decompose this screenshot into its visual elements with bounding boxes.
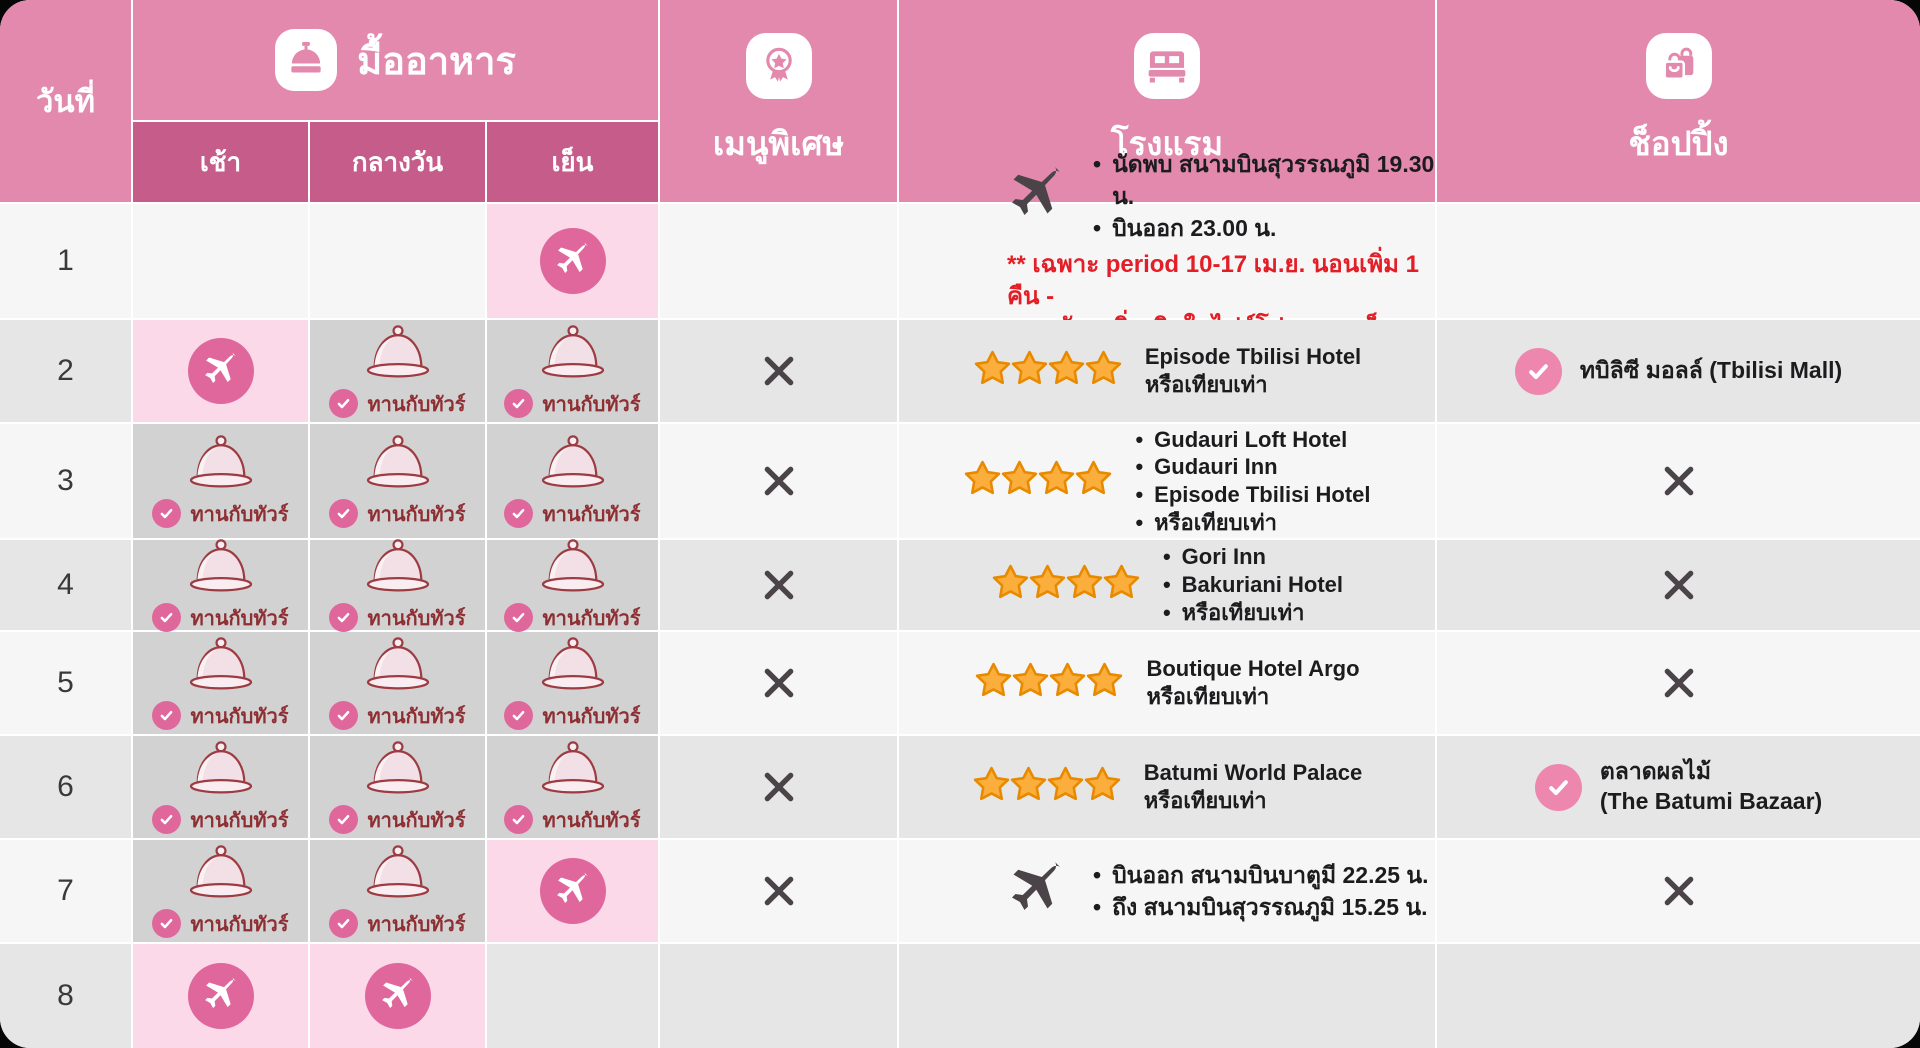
header-date-label: วันที่ xyxy=(35,84,96,119)
shopping-info xyxy=(1535,757,1822,817)
hotel-name: Episode Tbilisi Hotel xyxy=(1154,482,1371,507)
cloche-icon xyxy=(183,739,259,799)
special-menu-cell-none xyxy=(660,736,899,840)
special-menu-cell-none xyxy=(660,424,899,540)
award-icon xyxy=(746,33,812,99)
check-icon xyxy=(152,805,181,834)
star-icon xyxy=(1083,765,1120,809)
flight-bullet-text: ถึง สนามบินสุวรรณภูมิ 15.25 น. xyxy=(1112,894,1428,920)
hotel-name: Boutique Hotel Argo xyxy=(1146,656,1360,682)
tour-with-meal xyxy=(329,908,465,940)
meal-cell-dinner-tour xyxy=(487,424,660,540)
bullet-item xyxy=(1135,509,1370,537)
shopping-name xyxy=(1580,356,1842,386)
check-icon xyxy=(504,499,533,528)
meal-cell-dinner-tour xyxy=(487,632,660,736)
tour-meal-label: ทานกับทัวร์ xyxy=(542,607,641,630)
tour-with-meal xyxy=(152,602,288,634)
tour-with-meal xyxy=(329,804,465,836)
tour-meal-label: ทานกับทัวร์ xyxy=(190,705,289,728)
check-icon xyxy=(329,499,358,528)
shopping-info xyxy=(1515,348,1842,395)
star-icon xyxy=(1048,661,1085,705)
meal-cell-lunch-tour xyxy=(310,320,487,424)
bullet-item xyxy=(1093,148,1435,212)
bullet-item xyxy=(1135,453,1370,481)
bullet-dot: • xyxy=(1093,861,1102,888)
day-number: 7 xyxy=(57,874,74,907)
x-icon xyxy=(759,565,799,605)
bullet-dot: • xyxy=(1135,426,1144,452)
plane-icon xyxy=(188,963,254,1029)
cloche-icon xyxy=(183,635,259,695)
x-icon xyxy=(759,767,799,807)
header-lunch-label: กลางวัน xyxy=(351,146,444,177)
cloche-icon xyxy=(360,635,436,695)
hotel-names xyxy=(1135,426,1370,537)
tour-meal-label: ทานกับทัวร์ xyxy=(367,913,466,936)
bullet-item xyxy=(1093,212,1435,244)
x-icon xyxy=(759,663,799,703)
check-icon xyxy=(504,805,533,834)
hotel-info xyxy=(963,426,1370,537)
tour-with-meal xyxy=(329,498,465,530)
star-icon xyxy=(963,459,1000,503)
check-icon xyxy=(329,603,358,632)
plane-icon xyxy=(540,858,606,924)
hotel-name: หรือเทียบเท่า xyxy=(1143,788,1267,813)
star-icon xyxy=(1065,563,1102,607)
star-icon xyxy=(1037,459,1074,503)
meal-cell-dinner-tour xyxy=(487,540,660,632)
check-icon xyxy=(329,805,358,834)
bullet-dot: • xyxy=(1162,599,1171,625)
meal-cell-dinner-tour xyxy=(487,736,660,840)
check-icon xyxy=(329,389,358,418)
hotel-name: Gudauri Loft Hotel xyxy=(1154,426,1348,452)
flight-info xyxy=(1007,859,1429,923)
shopping-name xyxy=(1600,757,1822,817)
plane-icon xyxy=(1007,861,1067,921)
hotel-names xyxy=(1163,543,1343,626)
day-cell xyxy=(0,320,133,424)
meal-cell-breakfast-tour xyxy=(133,840,310,944)
x-icon xyxy=(1659,461,1699,501)
star-rating xyxy=(974,661,1122,705)
shopping-cell-none xyxy=(1437,540,1920,632)
meal-cell-lunch-tour xyxy=(310,424,487,540)
flight-bullet-text: บินออก 23.00 น. xyxy=(1112,215,1277,242)
tour-meal-label: ทานกับทัวร์ xyxy=(542,503,641,526)
hotel-cell-flight xyxy=(899,150,1437,320)
meal-cell-breakfast-flight xyxy=(133,320,310,424)
check-icon xyxy=(152,909,181,938)
header-lunch xyxy=(310,122,487,204)
day-number: 2 xyxy=(57,354,74,387)
tour-with-meal xyxy=(504,498,640,530)
star-icon xyxy=(1046,765,1083,809)
header-meals xyxy=(133,0,660,122)
shopping-cell-empty xyxy=(1437,944,1920,1048)
x-icon xyxy=(759,871,799,911)
hotel-name: Episode Tbilisi Hotel xyxy=(1144,344,1362,370)
hotel-cell-empty xyxy=(899,944,1437,1048)
hotel-names xyxy=(1144,759,1362,814)
day-number: 5 xyxy=(57,666,74,699)
meal-cell-lunch-tour xyxy=(310,840,487,944)
tour-meal-label: ทานกับทัวร์ xyxy=(542,393,641,416)
day-number: 6 xyxy=(57,770,74,803)
plane-icon xyxy=(540,228,606,294)
bullet-item xyxy=(1093,891,1429,923)
tour-with-meal xyxy=(152,498,288,530)
tour-meal-label: ทานกับทัวร์ xyxy=(190,503,289,526)
tour-with-meal xyxy=(504,804,640,836)
tour-meal-label: ทานกับทัวร์ xyxy=(367,607,466,630)
star-icon xyxy=(1047,349,1084,393)
x-icon xyxy=(759,351,799,391)
star-icon xyxy=(991,563,1028,607)
shopping-cell xyxy=(1437,736,1920,840)
shopping-name-line: ทบิลิซี มอลล์ (Tbilisi Mall) xyxy=(1579,357,1843,384)
hotel-names xyxy=(1146,655,1359,710)
tour-meal-label: ทานกับทัวร์ xyxy=(190,913,289,936)
check-icon xyxy=(504,701,533,730)
special-menu-cell-empty xyxy=(660,944,899,1048)
cloche-icon xyxy=(360,739,436,799)
shopping-name-line: ตลาดผลไม้ xyxy=(1599,758,1711,785)
shopping-cell-none xyxy=(1437,840,1920,944)
hotel-name: หรือเทียบเท่า xyxy=(1154,509,1277,535)
flight-bullets xyxy=(1093,859,1429,923)
star-icon xyxy=(1074,459,1111,503)
bullet-item xyxy=(1135,426,1370,454)
tour-with-meal xyxy=(329,602,465,634)
star-rating xyxy=(963,459,1111,503)
shopping-bag-icon xyxy=(1646,33,1712,99)
plane-icon xyxy=(365,963,431,1029)
hotel-name: Batumi World Palace xyxy=(1143,760,1363,786)
header-special-menu-label: เมนูพิเศษ xyxy=(712,124,845,162)
special-menu-cell-none xyxy=(660,632,899,736)
star-icon xyxy=(1028,563,1065,607)
day-cell xyxy=(0,632,133,736)
bed-icon xyxy=(1134,33,1200,99)
header-hotel-label: โรงแรม xyxy=(1110,124,1224,162)
star-rating xyxy=(972,765,1120,809)
meal-cell-dinner-flight xyxy=(487,204,660,320)
cloche-icon xyxy=(360,433,436,493)
x-icon xyxy=(1659,565,1699,605)
shopping-cell xyxy=(1437,320,1920,424)
bullet-dot: • xyxy=(1093,150,1102,177)
flight-bullet-text: นัดพบ สนามบินสุวรรณภูมิ 19.30 น. xyxy=(1112,150,1435,210)
hotel-cell-flight xyxy=(899,840,1437,944)
tour-with-meal xyxy=(504,388,640,420)
hotel-info xyxy=(972,759,1362,814)
meal-cell-breakfast-tour xyxy=(133,736,310,840)
hotel-cell xyxy=(899,632,1437,736)
tour-with-meal xyxy=(152,804,288,836)
header-dinner xyxy=(487,122,660,204)
meal-cell-lunch-tour xyxy=(310,540,487,632)
bullet-item xyxy=(1163,543,1343,571)
bullet-item xyxy=(1093,859,1429,891)
day-cell xyxy=(0,840,133,944)
tour-with-meal xyxy=(329,388,465,420)
day-cell xyxy=(0,424,133,540)
hotel-info xyxy=(973,343,1361,398)
star-rating xyxy=(991,563,1139,607)
tour-meal-label: ทานกับทัวร์ xyxy=(367,705,466,728)
day-cell xyxy=(0,736,133,840)
day-number: 3 xyxy=(57,464,74,497)
bullet-item xyxy=(1163,571,1343,599)
header-breakfast xyxy=(133,122,310,204)
cloche-icon xyxy=(183,843,259,903)
star-icon xyxy=(1085,661,1122,705)
special-menu-cell-empty xyxy=(660,204,899,320)
header-dinner-label: เย็น xyxy=(551,146,594,177)
hotel-info xyxy=(991,543,1343,626)
tour-meal-label: ทานกับทัวร์ xyxy=(542,809,641,832)
meal-cell-dinner-empty xyxy=(487,944,660,1048)
bullet-dot: • xyxy=(1135,482,1144,507)
meal-cell-breakfast-empty xyxy=(133,204,310,320)
meal-cell-breakfast-tour xyxy=(133,632,310,736)
cloche-icon xyxy=(535,433,611,493)
bullet-dot: • xyxy=(1093,894,1102,920)
hotel-name: หรือเทียบเท่า xyxy=(1146,684,1270,709)
tour-meal-label: ทานกับทัวร์ xyxy=(367,809,466,832)
flight-info xyxy=(1007,148,1435,245)
meal-cell-lunch-empty xyxy=(310,204,487,320)
check-icon xyxy=(152,603,181,632)
day-number: 1 xyxy=(57,244,74,277)
hotel-cell xyxy=(899,736,1437,840)
plane-icon xyxy=(1007,166,1067,226)
shopping-name-line: (The Batumi Bazaar) xyxy=(1599,788,1823,814)
tour-meal-label: ทานกับทัวร์ xyxy=(542,705,641,728)
cloche-icon xyxy=(183,433,259,493)
cloche-icon xyxy=(360,843,436,903)
special-menu-cell-none xyxy=(660,320,899,424)
tour-meal-label: ทานกับทัวร์ xyxy=(190,607,289,630)
hotel-cell xyxy=(899,540,1437,632)
hotel-name: หรือเทียบเท่า xyxy=(1144,372,1268,397)
meal-cell-breakfast-tour xyxy=(133,540,310,632)
tour-with-meal xyxy=(504,602,640,634)
cloche-icon xyxy=(535,635,611,695)
bullet-item xyxy=(1135,481,1370,509)
meal-cell-lunch-flight xyxy=(310,944,487,1048)
meal-cell-lunch-tour xyxy=(310,736,487,840)
header-shopping xyxy=(1437,0,1920,204)
x-icon xyxy=(1659,663,1699,703)
plane-icon xyxy=(188,338,254,404)
day-cell xyxy=(0,540,133,632)
hotel-name: Bakuriani Hotel xyxy=(1181,572,1344,598)
check-icon xyxy=(152,701,181,730)
header-breakfast-label: เช้า xyxy=(199,146,242,177)
special-menu-cell-none xyxy=(660,840,899,944)
header-shopping-label: ช็อปปิ้ง xyxy=(1628,124,1729,162)
flight-note-line: ** เฉพาะ period 10-17 เม.ย. นอนเพิ่ม 1 คืน - xyxy=(1007,251,1419,310)
shopping-cell-none xyxy=(1437,424,1920,540)
hotel-name: หรือเทียบเท่า xyxy=(1181,599,1305,625)
hotel-name: Gori Inn xyxy=(1181,544,1266,570)
star-icon xyxy=(973,349,1010,393)
meal-cell-dinner-tour xyxy=(487,320,660,424)
bell-icon xyxy=(275,29,337,91)
tour-meal-label: ทานกับทัวร์ xyxy=(367,503,466,526)
cloche-icon xyxy=(360,537,436,597)
hotel-cell xyxy=(899,320,1437,424)
check-icon xyxy=(1535,764,1582,811)
check-icon xyxy=(329,701,358,730)
meal-cell-lunch-tour xyxy=(310,632,487,736)
x-icon xyxy=(1659,871,1699,911)
check-icon xyxy=(1515,348,1562,395)
x-icon xyxy=(759,461,799,501)
check-icon xyxy=(504,603,533,632)
bullet-dot: • xyxy=(1162,572,1171,598)
check-icon xyxy=(152,499,181,528)
flight-bullets xyxy=(1093,148,1435,245)
hotel-cell xyxy=(899,424,1437,540)
meal-cell-breakfast-flight xyxy=(133,944,310,1048)
tour-meal-label: ทานกับทัวร์ xyxy=(190,809,289,832)
cloche-icon xyxy=(535,323,611,383)
tour-meal-label: ทานกับทัวร์ xyxy=(367,393,466,416)
star-icon xyxy=(1009,765,1046,809)
cloche-icon xyxy=(535,739,611,799)
star-icon xyxy=(974,661,1011,705)
day-number: 4 xyxy=(57,568,74,601)
star-icon xyxy=(1084,349,1121,393)
cloche-icon xyxy=(360,323,436,383)
tour-with-meal xyxy=(152,700,288,732)
hotel-names xyxy=(1145,343,1361,398)
bullet-dot: • xyxy=(1135,454,1144,480)
special-menu-cell-none xyxy=(660,540,899,632)
bullet-dot: • xyxy=(1135,509,1144,535)
star-icon xyxy=(1011,661,1048,705)
header-meals-label: มื้ออาหาร xyxy=(357,40,516,83)
star-icon xyxy=(972,765,1009,809)
flight-bullet-text: บินออก สนามบินบาตูมี 22.25 น. xyxy=(1112,861,1429,888)
cloche-icon xyxy=(535,537,611,597)
tour-with-meal xyxy=(152,908,288,940)
shopping-cell-empty xyxy=(1437,204,1920,320)
meal-cell-breakfast-tour xyxy=(133,424,310,540)
day-cell xyxy=(0,204,133,320)
star-rating xyxy=(973,349,1121,393)
bullet-dot: • xyxy=(1162,544,1171,570)
header-date xyxy=(0,0,133,204)
tour-with-meal xyxy=(329,700,465,732)
day-number: 8 xyxy=(57,979,74,1012)
tour-with-meal xyxy=(504,700,640,732)
check-icon xyxy=(504,389,533,418)
star-icon xyxy=(1000,459,1037,503)
star-icon xyxy=(1102,563,1139,607)
shopping-cell-none xyxy=(1437,632,1920,736)
meal-cell-dinner-flight xyxy=(487,840,660,944)
bullet-item xyxy=(1163,599,1343,627)
bullet-dot: • xyxy=(1093,215,1102,242)
header-special-menu xyxy=(660,0,899,204)
day-cell xyxy=(0,944,133,1048)
check-icon xyxy=(329,909,358,938)
hotel-info xyxy=(974,655,1359,710)
cloche-icon xyxy=(183,537,259,597)
hotel-name: Gudauri Inn xyxy=(1154,454,1278,480)
star-icon xyxy=(1010,349,1047,393)
